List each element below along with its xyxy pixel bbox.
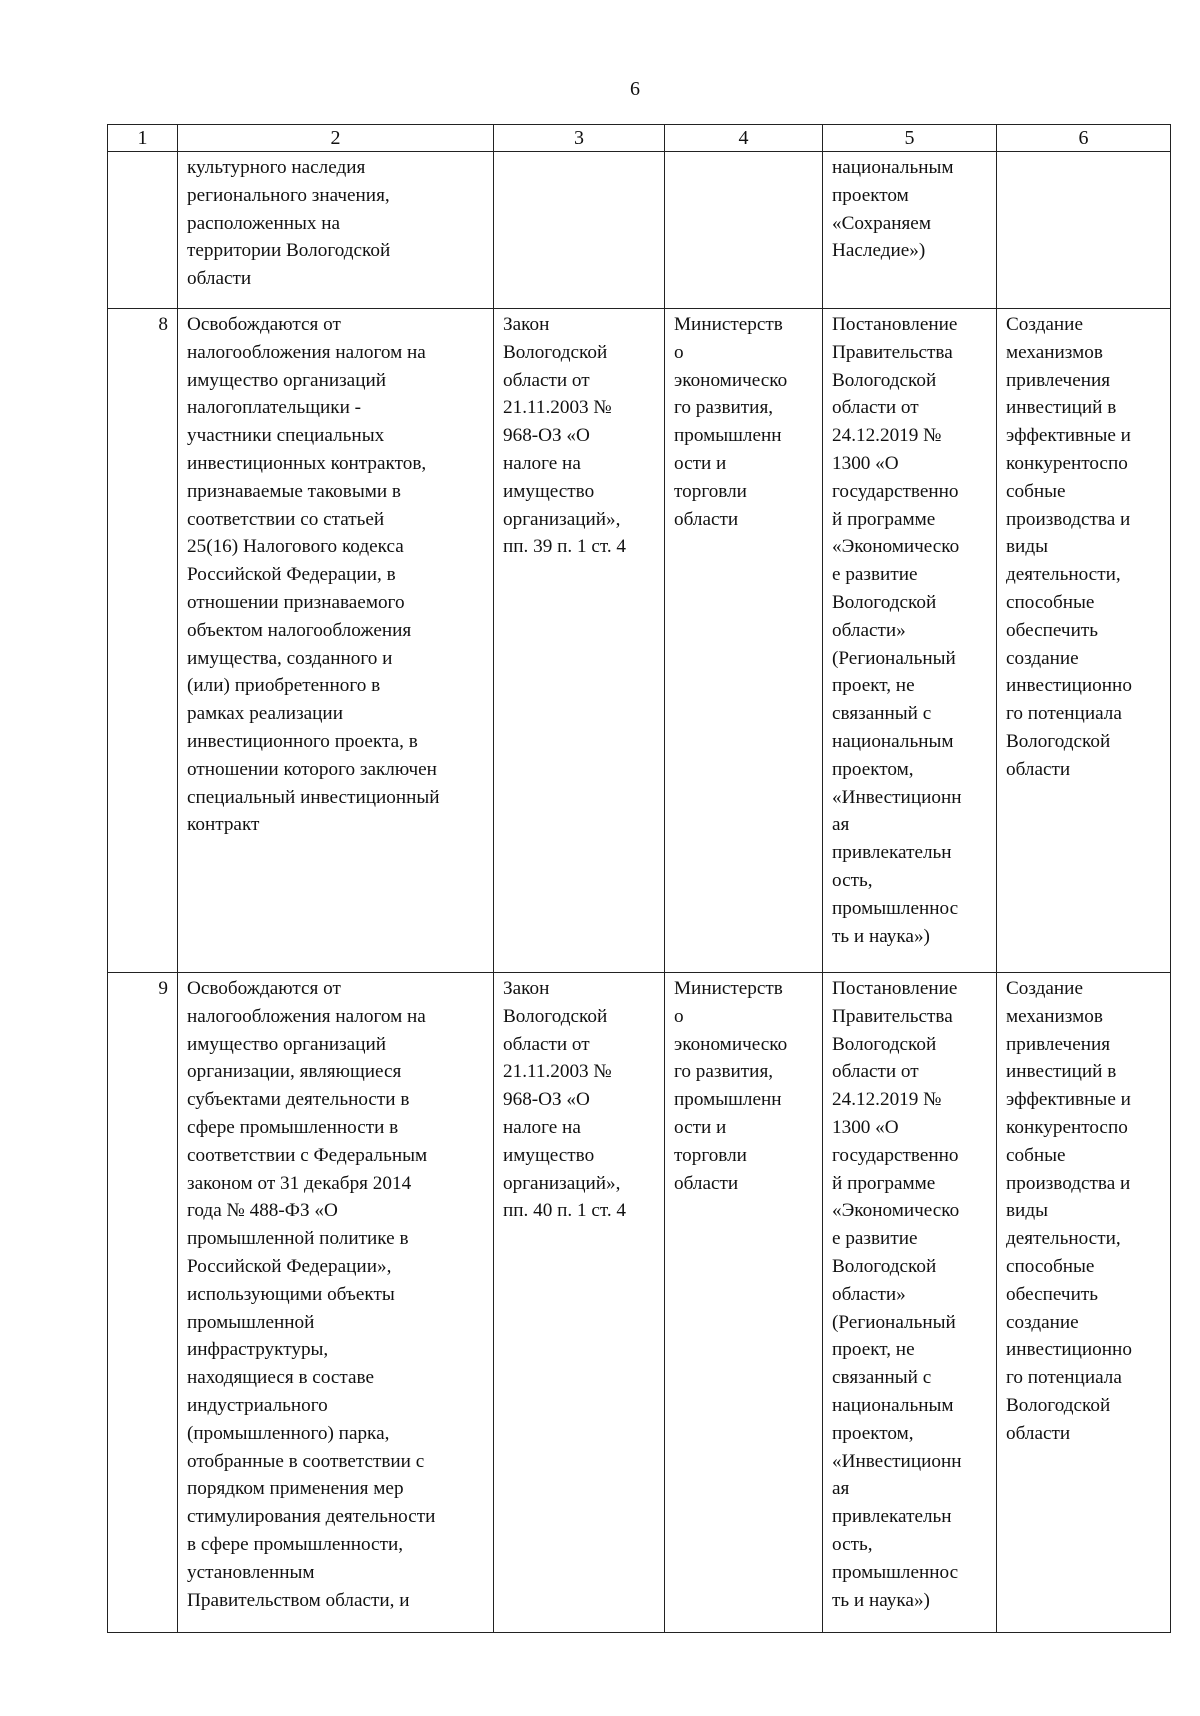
cell-text-line: виды: [1006, 536, 1048, 558]
cell-text-line: промышленной политике в: [187, 1228, 409, 1250]
cell-text-line: области»: [832, 619, 906, 641]
cell-text-line: Создание: [1006, 978, 1083, 999]
cell-text-line: области от: [503, 1033, 590, 1055]
cell-text-line: Наследие»): [832, 240, 926, 262]
cell-text-line: имущество организаций: [187, 369, 387, 391]
cell-text-line: привлекательн: [832, 842, 952, 864]
cell-text-line: налоге на: [503, 1116, 581, 1138]
benefit-description: [178, 152, 494, 309]
cell-text-line: деятельности,: [1006, 1228, 1121, 1250]
cell-text-line: Правительства: [832, 341, 953, 363]
cell-text-line: налоге на: [503, 452, 581, 474]
cell-text-line: Вологодской: [503, 1005, 608, 1027]
table-row: [108, 973, 1171, 1633]
cell-text-line: территории Вологодской: [187, 240, 391, 262]
row-number: 9: [108, 973, 178, 1633]
cell-text-line: 24.12.2019 №: [832, 425, 942, 447]
cell-text-line: собные: [1006, 480, 1066, 502]
cell-text-line: го потенциала: [1006, 1367, 1122, 1389]
benefit-goal: [997, 152, 1171, 309]
continuation-row: [108, 152, 1171, 309]
cell-text-line: эффективные и: [1006, 1089, 1131, 1111]
cell-text-line: механизмов: [1006, 341, 1103, 363]
cell-text-line: (промышленного) парка,: [187, 1422, 390, 1444]
cell-text-line: Министерств: [674, 978, 783, 999]
cell-text-line: конкурентоспо: [1006, 452, 1128, 474]
cell-text-line: деятельности,: [1006, 564, 1121, 586]
cell-text-line: ть и наука»): [832, 1589, 930, 1611]
legal-basis: [494, 152, 665, 309]
cell-text-line: организаций»,: [503, 508, 621, 530]
cell-text-line: обеспечить: [1006, 619, 1098, 641]
cell-text-line: культурного наследия: [187, 157, 366, 178]
cell-text-line: промышленн: [674, 1089, 782, 1111]
cell-text-line: 1300 «О: [832, 1116, 899, 1138]
cell-text-line: «Инвестиционн: [832, 786, 962, 808]
cell-text-line: 968-ОЗ «О: [503, 425, 590, 447]
cell-text-line: промышленнос: [832, 897, 959, 919]
cell-text-line: 25(16) Налогового кодекса: [187, 536, 404, 558]
cell-text-line: Вологодской: [832, 369, 937, 391]
cell-text-line: области от: [503, 369, 590, 391]
cell-text-line: проектом,: [832, 758, 914, 780]
cell-text-line: имущества, созданного и: [187, 647, 393, 669]
cell-text-line: способные: [1006, 591, 1095, 613]
cell-text-line: производства и: [1006, 1172, 1131, 1194]
cell-text-line: й программе: [832, 1172, 936, 1194]
cell-text-line: организации, являющиеся: [187, 1061, 402, 1083]
cell-text-line: экономическо: [674, 369, 788, 391]
table-row: [108, 309, 1171, 973]
cell-text-line: торговли: [674, 1144, 747, 1166]
cell-text-line: пп. 39 п. 1 ст. 4: [503, 536, 627, 558]
cell-text-line: налогообложения налогом на: [187, 341, 426, 363]
cell-text-line: обеспечить: [1006, 1283, 1098, 1305]
cell-text-line: стимулирования деятельности: [187, 1506, 436, 1528]
cell-text-line: объектом налогообложения: [187, 619, 412, 641]
cell-text-line: «Экономическо: [832, 1200, 960, 1222]
cell-text-line: инвестиций в: [1006, 397, 1117, 419]
cell-text-line: конкурентоспо: [1006, 1116, 1128, 1138]
cell-text-line: способные: [1006, 1255, 1095, 1277]
cell-text-line: Правительством области, и: [187, 1589, 410, 1611]
benefit-goal: [997, 973, 1171, 1633]
cell-text-line: законом от 31 декабря 2014: [187, 1172, 412, 1194]
cell-text-line: привлечения: [1006, 369, 1111, 391]
cell-text-line: промышленнос: [832, 1561, 959, 1583]
cell-text-line: национальным: [832, 730, 954, 752]
cell-text-line: «Сохраняем: [832, 212, 931, 234]
cell-text-line: имущество: [503, 1144, 595, 1166]
cell-text-line: области от: [832, 397, 919, 419]
cell-text-line: области: [1006, 1422, 1071, 1444]
cell-text-line: инвестиционного проекта, в: [187, 730, 418, 752]
cell-text-line: отношении которого заключен: [187, 758, 437, 780]
cell-text-line: торговли: [674, 480, 747, 502]
benefit-description: [178, 973, 494, 1633]
benefit-goal: [997, 309, 1171, 973]
cell-text-line: налогоплательщики -: [187, 397, 362, 419]
cell-text-line: инвестиционно: [1006, 675, 1132, 697]
cell-text-line: й программе: [832, 508, 936, 530]
cell-text-line: Российской Федерации»,: [187, 1255, 392, 1277]
cell-text-line: соответствии со статьей: [187, 508, 385, 530]
cell-text-line: го развития,: [674, 397, 774, 419]
cell-text-line: (Региональный: [832, 647, 956, 669]
state-program: [823, 973, 997, 1633]
header-cell: 3: [494, 125, 665, 152]
cell-text-line: инвестиционных контрактов,: [187, 452, 427, 474]
cell-text-line: ости и: [674, 452, 727, 474]
cell-text-line: производства и: [1006, 508, 1131, 530]
cell-text-line: 21.11.2003 №: [503, 1061, 612, 1083]
header-cell: 1: [108, 125, 178, 152]
cell-text-line: инвестиций в: [1006, 1061, 1117, 1083]
header-row: [108, 125, 1171, 152]
cell-text-line: «Экономическо: [832, 536, 960, 558]
cell-text-line: имущество организаций: [187, 1033, 387, 1055]
cell-text-line: ости и: [674, 1116, 727, 1138]
cell-text-line: е развитие: [832, 1228, 918, 1250]
cell-text-line: области: [187, 268, 252, 290]
cell-text-line: государственно: [832, 1144, 959, 1166]
cell-text-line: Министерств: [674, 314, 783, 335]
benefits-table: [107, 124, 1171, 1633]
header-cell: 5: [823, 125, 997, 152]
cell-text-line: привлечения: [1006, 1033, 1111, 1055]
cell-text-line: о: [674, 341, 684, 363]
cell-text-line: находящиеся в составе: [187, 1367, 375, 1389]
row-number: [108, 152, 178, 309]
cell-text-line: государственно: [832, 480, 959, 502]
cell-text-line: установленным: [187, 1561, 315, 1583]
cell-text-line: национальным: [832, 157, 954, 178]
legal-basis: [494, 973, 665, 1633]
cell-text-line: (или) приобретенного в: [187, 675, 381, 697]
cell-text-line: признаваемые таковыми в: [187, 480, 401, 502]
cell-text-line: в сфере промышленности,: [187, 1533, 404, 1555]
cell-text-line: рамках реализации: [187, 703, 343, 725]
cell-text-line: инфраструктуры,: [187, 1339, 329, 1361]
cell-text-line: расположенных на: [187, 212, 341, 234]
cell-text-line: соответствии с Федеральным: [187, 1144, 428, 1166]
state-program: [823, 152, 997, 309]
cell-text-line: Вологодской: [832, 591, 937, 613]
cell-text-line: ость,: [832, 869, 873, 891]
cell-text-line: регионального значения,: [187, 184, 390, 206]
cell-text-line: Вологодской: [1006, 1394, 1111, 1416]
cell-text-line: проект, не: [832, 675, 915, 697]
cell-text-line: контракт: [187, 814, 260, 836]
curator: [665, 973, 823, 1633]
cell-text-line: имущество: [503, 480, 595, 502]
cell-text-line: области: [674, 1172, 739, 1194]
cell-text-line: проектом: [832, 184, 909, 206]
state-program: [823, 309, 997, 973]
cell-text-line: отношении признаваемого: [187, 591, 405, 613]
cell-text-line: механизмов: [1006, 1005, 1103, 1027]
cell-text-line: области»: [832, 1283, 906, 1305]
cell-text-line: проектом,: [832, 1422, 914, 1444]
cell-text-line: промышленн: [674, 425, 782, 447]
cell-text-line: Российской Федерации, в: [187, 564, 396, 586]
cell-text-line: е развитие: [832, 564, 918, 586]
cell-text-line: привлекательн: [832, 1506, 952, 1528]
cell-text-line: налогообложения налогом на: [187, 1005, 426, 1027]
cell-text-line: 968-ОЗ «О: [503, 1089, 590, 1111]
cell-text-line: промышленной: [187, 1311, 315, 1333]
cell-text-line: национальным: [832, 1394, 954, 1416]
curator: [665, 309, 823, 973]
cell-text-line: 1300 «О: [832, 452, 899, 474]
cell-text-line: о: [674, 1005, 684, 1027]
cell-text-line: области: [1006, 758, 1071, 780]
cell-text-line: го развития,: [674, 1061, 774, 1083]
cell-text-line: Закон: [503, 978, 550, 999]
cell-text-line: экономическо: [674, 1033, 788, 1055]
cell-text-line: пп. 40 п. 1 ст. 4: [503, 1200, 627, 1222]
cell-text-line: организаций»,: [503, 1172, 621, 1194]
row-number: 8: [108, 309, 178, 973]
cell-text-line: эффективные и: [1006, 425, 1131, 447]
cell-text-line: Закон: [503, 314, 550, 335]
cell-text-line: го потенциала: [1006, 703, 1122, 725]
cell-text-line: специальный инвестиционный: [187, 786, 440, 808]
cell-text-line: Правительства: [832, 1005, 953, 1027]
cell-text-line: порядком применения мер: [187, 1478, 404, 1500]
cell-text-line: года № 488-ФЗ «О: [187, 1200, 338, 1222]
benefit-description: [178, 309, 494, 973]
cell-text-line: Освобождаются от: [187, 314, 341, 335]
cell-text-line: виды: [1006, 1200, 1048, 1222]
cell-text-line: Вологодской: [1006, 730, 1111, 752]
cell-text-line: «Инвестиционн: [832, 1450, 962, 1472]
cell-text-line: инвестиционно: [1006, 1339, 1132, 1361]
cell-text-line: Постановление: [832, 314, 958, 335]
legal-basis: [494, 309, 665, 973]
cell-text-line: проект, не: [832, 1339, 915, 1361]
cell-text-line: собные: [1006, 1144, 1066, 1166]
cell-text-line: ть и наука»): [832, 925, 930, 947]
cell-text-line: 24.12.2019 №: [832, 1089, 942, 1111]
cell-text-line: 21.11.2003 №: [503, 397, 612, 419]
cell-text-line: Постановление: [832, 978, 958, 999]
cell-text-line: Создание: [1006, 314, 1083, 335]
header-cell: 2: [178, 125, 494, 152]
page-number: 6: [630, 78, 640, 100]
cell-text-line: связанный с: [832, 1367, 932, 1389]
header-cell: 4: [665, 125, 823, 152]
cell-text-line: индустриального: [187, 1394, 328, 1416]
cell-text-line: области от: [832, 1061, 919, 1083]
cell-text-line: Вологодской: [832, 1255, 937, 1277]
cell-text-line: ость,: [832, 1533, 873, 1555]
cell-text-line: связанный с: [832, 703, 932, 725]
cell-text-line: Освобождаются от: [187, 978, 341, 999]
curator: [665, 152, 823, 309]
cell-text-line: ая: [832, 814, 850, 836]
cell-text-line: создание: [1006, 1311, 1079, 1333]
cell-text-line: области: [674, 508, 739, 530]
cell-text-line: ая: [832, 1478, 850, 1500]
cell-text-line: отобранные в соответствии с: [187, 1450, 425, 1472]
header-cell: 6: [997, 125, 1171, 152]
cell-text-line: Вологодской: [832, 1033, 937, 1055]
cell-text-line: использующими объекты: [187, 1283, 395, 1305]
cell-text-line: создание: [1006, 647, 1079, 669]
cell-text-line: участники специальных: [187, 425, 385, 447]
cell-text-line: Вологодской: [503, 341, 608, 363]
cell-text-line: субъектами деятельности в: [187, 1089, 410, 1111]
cell-text-line: (Региональный: [832, 1311, 956, 1333]
cell-text-line: сфере промышленности в: [187, 1116, 399, 1138]
